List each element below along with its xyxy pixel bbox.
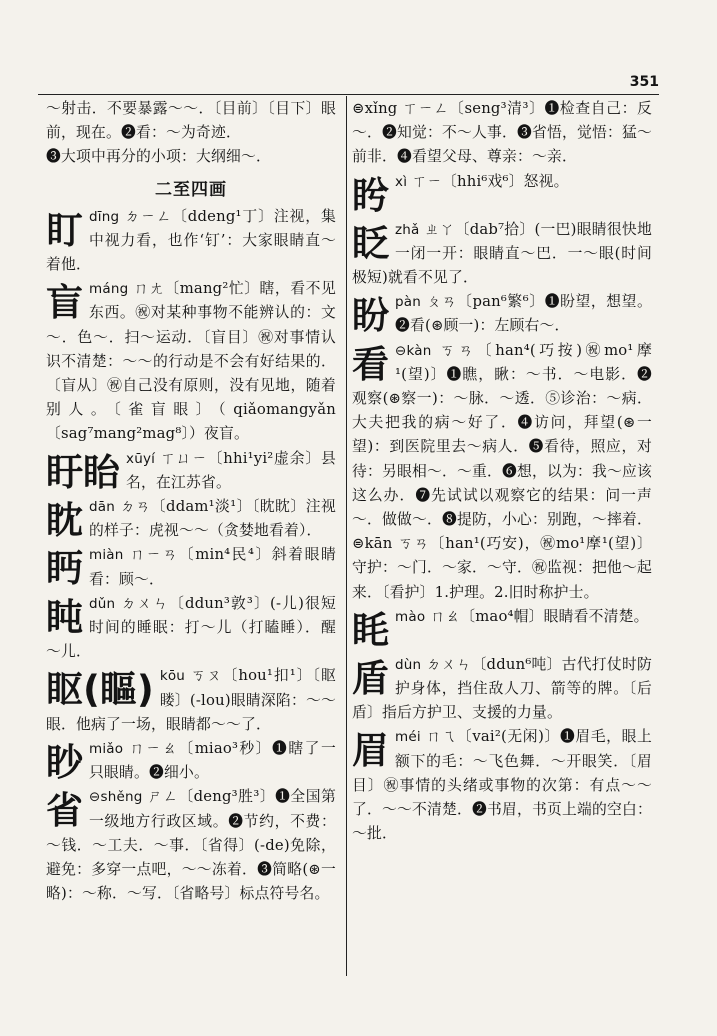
entry-headword: 省 <box>46 789 83 833</box>
entry-headword: 眈 <box>46 499 83 543</box>
entry-headword: 眄 <box>46 547 83 591</box>
entry-pinyin: dùn <box>395 656 422 673</box>
entry-headword: 眊 <box>352 608 389 652</box>
entry-text: ㄇㄤ〔mang²忙〕瞎，看不见东西。㊗对某种事物不能辨认的：文～．色～．扫～运动．〔盲目〕㊗对事情认识不清楚：～～的行动是不会有好结果的．〔盲从〕㊗自己没有原则，没有见地，随着别人。〔雀盲眼〕（qiǎomangyǎn〔sag⁷mang²mag⁸〕）夜盲。 <box>46 280 336 443</box>
entry-pinyin: miàn <box>89 547 124 564</box>
entry-headword: 看 <box>352 342 389 386</box>
entry-text: ㄒㄧ〔hhi⁶戏⁶〕怒视。 <box>412 172 569 190</box>
entry-definition <box>352 218 652 291</box>
entry-pinyin: méi <box>395 729 421 746</box>
page-number: 351 <box>629 74 659 90</box>
entry-text: ㄓㄚ〔dab⁷拾〕(一巴)眼睛很快地一闭一开：眼睛直～巴．一～眼(时间极短)就看不见了． <box>352 220 652 287</box>
entry-definition <box>352 725 652 846</box>
entry-text: ㄇㄧㄢ〔min⁴民⁴〕斜着眼睛看：顾～． <box>89 546 336 588</box>
entry-headword: 盾 <box>352 656 389 700</box>
entry-pinyin: miǎo <box>89 741 124 758</box>
entry-headword: 盹 <box>46 595 83 639</box>
entry-pinyin: ⊖shěng <box>89 789 143 806</box>
entry-pinyin: xì <box>395 173 408 190</box>
entry-pinyin: kōu <box>159 668 186 685</box>
dictionary-entry <box>46 447 336 495</box>
entry-definition <box>46 277 336 446</box>
entry-text: ㄉㄧㄥ〔ddeng¹丁〕注视，集中视力看，也作‘钉’：大家眼睛直～着他． <box>46 207 336 274</box>
entry-pinyin: zhǎ <box>395 221 420 238</box>
entry-definition <box>46 205 336 278</box>
dictionary-entry <box>352 605 652 653</box>
dictionary-entry <box>46 205 336 278</box>
dictionary-entry <box>46 664 336 737</box>
entry-text: ㄕㄥ〔deng³胜³〕❶全国第一级地方行政区域。❷节约，不费：～钱．～工夫．～事．〔省得〕(-de)免除，避免：多穿一点吧，～～冻着．❸简略(⊛一略)：～称．～写．〔省略号〕标点符号名。 <box>46 788 336 903</box>
entry-definition <box>46 737 336 785</box>
entry-definition <box>352 170 652 194</box>
section-heading: 二至四画 <box>155 179 227 200</box>
entry-definition <box>46 495 336 543</box>
entry-headword: 眨 <box>352 221 389 265</box>
entry-headword: 盼 <box>352 294 389 338</box>
right-column <box>352 97 652 977</box>
dictionary-entry <box>352 653 652 726</box>
column-divider <box>346 96 347 976</box>
entry-text: ㄇㄟ〔vai²(无闲)〕❶眉毛，眼上额下的毛：～飞色舞．～开眼笑．〔眉目〕㊗事情的头绪或事物的次第：有点～～了．～～不清楚．❷书眉，书页上端的空白：～批． <box>352 728 652 843</box>
entry-text: ㄉㄨㄣ〔ddun³敦³〕(-儿)很短时间的睡眠：打～儿（打瞌睡）．醒～儿． <box>46 594 336 661</box>
entry-headword: 盲 <box>46 281 83 325</box>
dictionary-entry <box>46 737 336 785</box>
entry-text: ㄒㄩㄧ〔hhi¹yi²虚余〕县名，在江苏省。 <box>126 449 336 491</box>
entry-pinyin: dān <box>89 499 115 516</box>
entry-definition <box>352 605 652 629</box>
entry-definition <box>352 653 652 726</box>
dictionary-entry <box>46 785 336 906</box>
dictionary-entry <box>46 277 336 446</box>
entry-definition <box>352 339 652 533</box>
entry-pinyin: ⊖kàn <box>395 342 432 359</box>
entry-headword: 盱眙 <box>46 450 120 494</box>
entry-text: ㄎㄢ〔han⁴(巧按)㊗mo¹摩¹(望)〕❶瞧，瞅：～书．～电影．❷观察(⊛察一)：～脉．～透．⑤诊治：～病．大夫把我的病～好了．❹访问，拜望(⊛一望)：到医院里去～病人．❺看待，照应，对待：另眼相～．～重．❻想，以为：我～应该这么办．❼先试试以观察它的结果：问一声～．做做～．❽提防，小心：别跑，～摔着． <box>352 341 652 529</box>
entry-text: ㄇㄠ〔mao⁴帽〕眼睛看不清楚。 <box>430 607 649 625</box>
dictionary-entry <box>352 339 652 533</box>
dictionary-entry <box>352 725 652 846</box>
dictionary-entry <box>46 592 336 665</box>
entry-definition <box>46 543 336 591</box>
continuation-text: ⊜kān ㄎㄢ〔han¹(巧安)，㊗mo¹摩¹(望)〕守护：～门．～家．～守．㊗监视：把他～起来．〔看护〕1.护理。2.旧时称护士。 <box>352 535 652 601</box>
entry-pinyin: mào <box>395 608 426 625</box>
entry-definition <box>46 592 336 665</box>
dictionary-entry <box>46 543 336 591</box>
entry-pinyin: pàn <box>395 294 421 311</box>
entry-pinyin: dǔn <box>89 595 116 612</box>
entry-text: ㄉㄢ〔ddam¹淡¹〕〔眈眈〕注视的样子：虎视～～（贪婪地看着）． <box>89 498 336 540</box>
entry-definition <box>46 785 336 906</box>
continuation-text: ❸大项中再分的小项：大纲细～． <box>46 148 271 166</box>
entry-text: ㄉㄨㄣ〔ddun⁶吨〕古代打仗时防护身体，挡住敌人刀、箭等的牌。〔后盾〕指后方护卫、支援的力量。 <box>352 655 652 722</box>
entry-headword: 盯 <box>46 208 83 252</box>
entry-text: ㄎㄡ〔hou¹扣¹〕〔眍䁖〕(-lou)眼睛深陷：～～眼．他病了一场，眼睛都～～了． <box>46 667 336 733</box>
continuation-text: ～射击．不要暴露～～．〔目前〕〔目下〕眼前，现在。❷看：～为奇迹． <box>46 100 336 142</box>
header-rule <box>38 94 659 95</box>
entry-headword: 眇 <box>46 741 83 785</box>
dictionary-entry <box>352 218 652 291</box>
entry-pinyin: xūyí <box>126 450 156 467</box>
entry-definition <box>352 290 652 338</box>
entry-pinyin: dīng <box>89 208 120 225</box>
entry-headword: 盻 <box>352 173 389 217</box>
dictionary-entry <box>46 495 336 543</box>
left-column <box>46 97 336 977</box>
entry-pinyin: máng <box>89 281 129 298</box>
dictionary-entry <box>352 290 652 338</box>
continuation-text: ⊜xǐng ㄒㄧㄥ〔seng³清³〕❶检查自己：反～．❷知觉：不～人事．❸省悟，觉悟：猛～前非．❹看望父母、尊亲：～亲． <box>352 100 652 166</box>
dictionary-entry <box>352 170 652 218</box>
entry-text: ㄇㄧㄠ〔miao³秒〕❶瞎了一只眼睛。❷细小。 <box>89 740 336 782</box>
entry-text: ㄆㄢ〔pan⁶繁⁶〕❶盼望，想望。❷看(⊛顾一)：左顾右～． <box>395 293 652 335</box>
entry-headword: 眉 <box>352 729 389 773</box>
entry-headword: 眍(瞘) <box>46 668 154 712</box>
